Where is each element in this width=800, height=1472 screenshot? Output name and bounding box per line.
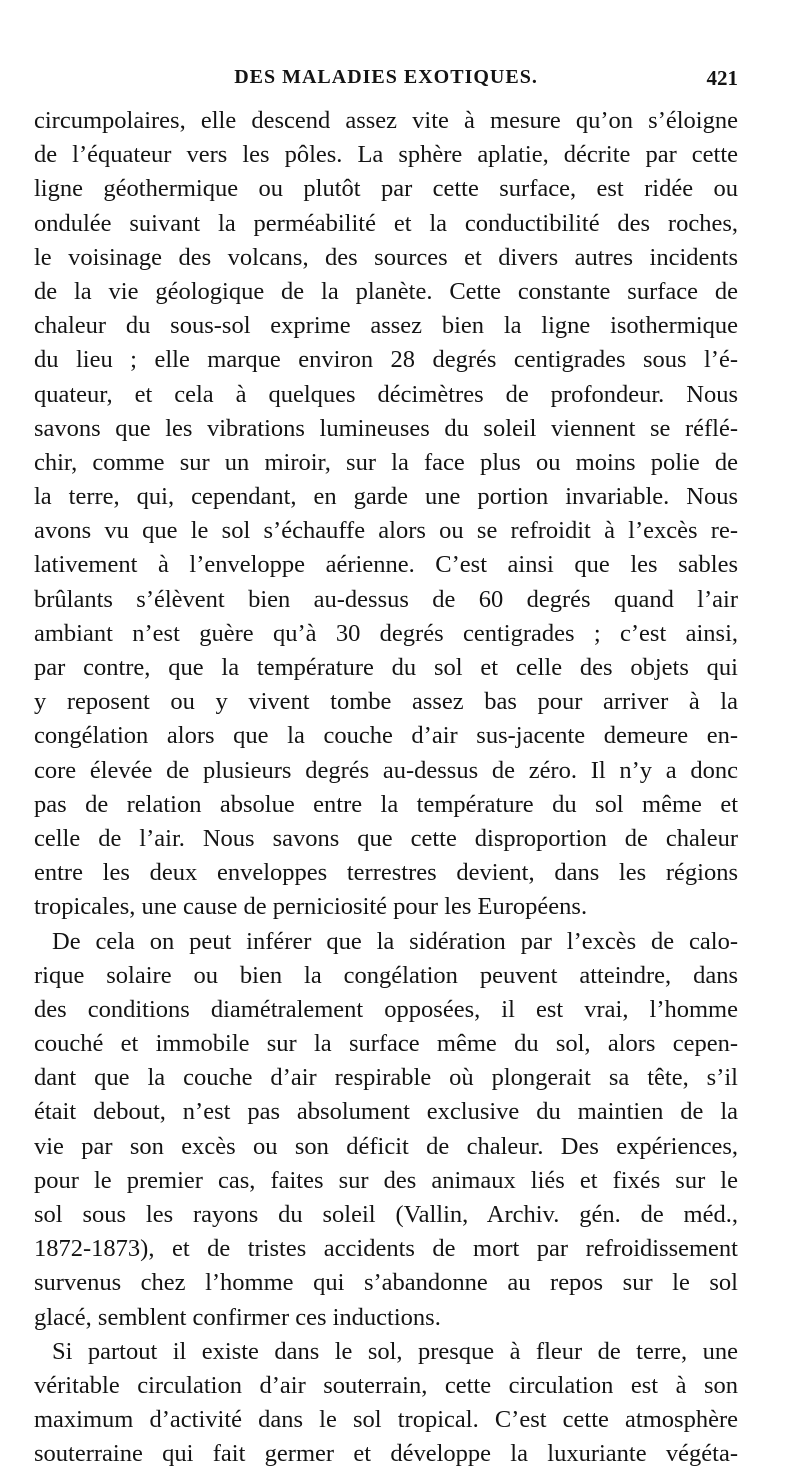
text-line: ligne géothermique ou plutôt par cette surface, est ridée ou	[34, 175, 738, 203]
text-line: 1872-1873), et de tristes accidents de mort par refroidissement	[34, 1235, 738, 1263]
text-line: chaleur du sous-sol exprime assez bien la ligne isothermique	[34, 312, 738, 340]
text-line: la terre, qui, cependant, en garde une portion invariable. Nous	[34, 483, 738, 511]
text-line: de la vie géologique de la planète. Cette constante surface de	[34, 277, 738, 305]
text-line: maximum d’activité dans le sol tropical. C’est cette atmosphère	[34, 1406, 738, 1434]
text-line: celle de l’air. Nous savons que cette disproportion de chaleur	[34, 824, 738, 852]
text-line: était debout, n’est pas absolument exclusive du maintien de la	[34, 1098, 738, 1126]
text-line: rique solaire ou bien la congélation peuvent atteindre, dans	[34, 961, 738, 989]
text-line: le voisinage des volcans, des sources et divers autres incidents	[34, 243, 738, 271]
text-line: par contre, que la température du sol et celle des objets qui	[34, 654, 738, 681]
text-line: De cela on peut inférer que la sidération par l’excès de calo-	[52, 927, 738, 955]
text-line: pour le premier cas, faites sur des animaux liés et fixés sur le	[34, 1166, 738, 1194]
text-line: véritable circulation d’air souterrain, cette circulation est à son	[34, 1371, 738, 1399]
text-line: dant que la couche d’air respirable où plongerait sa tête, s’il	[34, 1064, 738, 1092]
text-line: glacé, semblent confirmer ces inductions.	[34, 1303, 441, 1331]
text-line: avons vu que le sol s’échauffe alors ou se refroidit à l’excès re-	[34, 517, 738, 545]
text-line: quateur, et cela à quelques décimètres de profondeur. Nous	[34, 380, 738, 408]
body-text	[34, 104, 738, 1472]
text-line: chir, comme sur un miroir, sur la face plus ou moins polie de	[34, 448, 738, 476]
text-line: du lieu ; elle marque environ 28 degrés centigrades sous l’é-	[34, 346, 738, 374]
text-line: couché et immobile sur la surface même du sol, alors cepen-	[34, 1030, 738, 1058]
text-line: circumpolaires, elle descend assez vite à mesure qu’on s’éloigne	[34, 107, 738, 134]
text-line: souterraine qui fait germer et développe la luxuriante végéta-	[34, 1440, 738, 1468]
text-line: sol sous les rayons du soleil (Vallin, Archiv. gén. de méd.,	[34, 1201, 738, 1228]
text-line: Si partout il existe dans le sol, presque à fleur de terre, une	[52, 1337, 738, 1365]
page-header	[34, 66, 738, 96]
text-line: survenus chez l’homme qui s’abandonne au repos sur le sol	[34, 1269, 738, 1297]
text-line: pas de relation absolue entre la température du sol même et	[34, 790, 738, 818]
text-line: entre les deux enveloppes terrestres devient, dans les régions	[34, 859, 738, 887]
text-line: de l’équateur vers les pôles. La sphère aplatie, décrite par cette	[34, 141, 738, 169]
running-title: DES MALADIES EXOTIQUES.	[234, 66, 538, 88]
text-line: y reposent ou y vivent tombe assez bas pour arriver à la	[34, 688, 738, 716]
text-line: des conditions diamétralement opposées, il est vrai, l’homme	[34, 995, 738, 1023]
text-line: core élevée de plusieurs degrés au-dessus de zéro. Il n’y a donc	[34, 756, 738, 784]
text-line: tropicales, une cause de perniciosité pour les Européens.	[34, 893, 588, 921]
text-line: brûlants s’élèvent bien au-dessus de 60 degrés quand l’air	[34, 585, 738, 613]
text-line: congélation alors que la couche d’air sus-jacente demeure en-	[34, 722, 738, 750]
text-line: lativement à l’enveloppe aérienne. C’est ainsi que les sables	[34, 551, 738, 579]
text-line: savons que les vibrations lumineuses du soleil viennent se réflé-	[34, 414, 738, 442]
text-line: ondulée suivant la perméabilité et la conductibilité des roches,	[34, 209, 738, 237]
text-line: ambiant n’est guère qu’à 30 degrés centigrades ; c’est ainsi,	[34, 619, 738, 647]
text-line: vie par son excès ou son déficit de chaleur. Des expériences,	[34, 1132, 738, 1160]
page-number: 421	[706, 66, 738, 90]
